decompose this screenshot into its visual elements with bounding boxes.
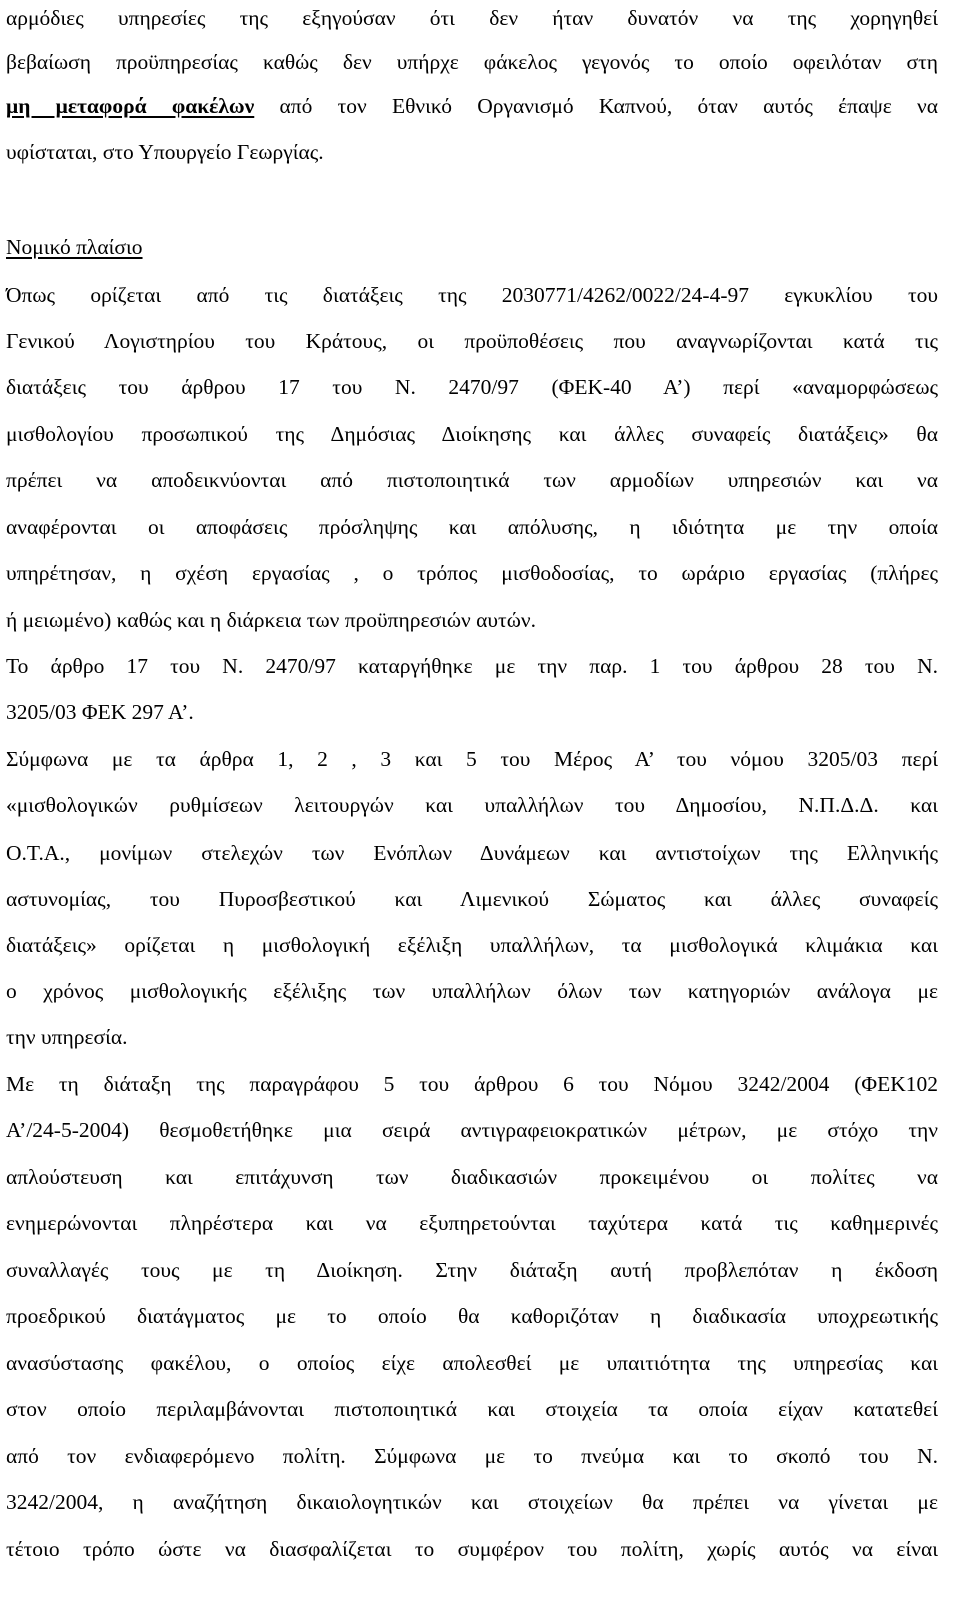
para3-line: Σύμφωνα με τα άρθρα 1, 2 , 3 και 5 του Μέρος Α’ του νόμου 3205/03 περί xyxy=(6,747,938,771)
para1-line: Όπως ορίζεται από τις διατάξεις της 2030771/4262/0022/24-4-97 εγκυκλίου του xyxy=(6,283,938,307)
para1-line: Γενικού Λογιστηρίου του Κράτους, οι προϋποθέσεις που αναγνωρίζονται κατά τις xyxy=(6,329,938,353)
para4-line: Α’/24-5-2004) θεσμοθετήθηκε μια σειρά αντιγραφειοκρατικών μέτρων, με στόχο την xyxy=(6,1118,938,1142)
para4-line: ανασύστασης φακέλου, ο οποίος είχε απολεσθεί με υπαιτιότητα της υπηρεσίας και xyxy=(6,1351,938,1375)
para1-line: αναφέρονται οι αποφάσεις πρόσληψης και απόλυσης, η ιδιότητα με την οποία xyxy=(6,515,938,539)
para3-line: την υπηρεσία. xyxy=(6,1025,128,1049)
para3-line: διατάξεις» ορίζεται η μισθολογική εξέλιξη υπαλλήλων, τα μισθολογικά κλιμάκια και xyxy=(6,933,938,957)
para4-line: στον οποίο περιλαμβάνονται πιστοποιητικά και στοιχεία τα οποία είχαν κατατεθεί xyxy=(6,1397,938,1421)
section-heading xyxy=(6,232,938,262)
para1-line: υπηρέτησαν, η σχέση εργασίας , ο τρόπος μισθοδοσίας, το ωράριο εργασίας (πλήρες xyxy=(6,561,938,585)
para1-line: πρέπει να αποδεικνύονται από πιστοποιητικά των αρμοδίων υπηρεσιών και να xyxy=(6,468,938,492)
intro-line-3 xyxy=(6,91,938,121)
para4-line: από τον ενδιαφερόμενο πολίτη. Σύμφωνα με το πνεύμα και το σκοπό του Ν. xyxy=(6,1444,938,1468)
emphasized-phrase: μη μεταφορά φακέλων xyxy=(6,94,255,118)
para1-line: ή μειωμένο) καθώς και η διάρκεια των προϋπηρεσιών αυτών. xyxy=(6,608,536,632)
section-heading-text: Νομικό πλαίσιο xyxy=(6,235,143,259)
para2-line: 3205/03 ΦΕΚ 297 Α’. xyxy=(6,700,194,724)
para3-line: αστυνομίας, του Πυροσβεστικού και Λιμενικού Σώματος και άλλες συναφείς xyxy=(6,887,938,911)
para4-line: τέτοιο τρόπο ώστε να διασφαλίζεται το συμφέρον του πολίτη, χωρίς αυτός να είναι xyxy=(6,1537,938,1561)
para1-line: μισθολογίου προσωπικού της Δημόσιας Διοίκησης και άλλες συναφείς διατάξεις» θα xyxy=(6,422,938,446)
para4-line: απλούστευση και επιτάχυνση των διαδικασιών προκειμένου οι πολίτες να xyxy=(6,1165,938,1189)
intro-line-2: βεβαίωση προϋπηρεσίας καθώς δεν υπήρχε φάκελος γεγονός το οποίο οφειλόταν στη xyxy=(6,50,938,74)
para4-line: προεδρικού διατάγματος με το οποίο θα καθοριζόταν η διαδικασία υποχρεωτικής xyxy=(6,1304,938,1328)
para4-line: συναλλαγές τους με τη Διοίκηση. Στην διάταξη αυτή προβλεπόταν η έκδοση xyxy=(6,1258,938,1282)
para3-line: ο χρόνος μισθολογικής εξέλιξης των υπαλλήλων όλων των κατηγοριών ανάλογα με xyxy=(6,979,938,1003)
intro-line-4: υφίσταται, στο Υπουργείο Γεωργίας. xyxy=(6,140,324,164)
intro-line-3-rest: από τον Εθνικό Οργανισμό Καπνού, όταν αυτός έπαψε να xyxy=(254,94,938,118)
para4-line: 3242/2004, η αναζήτηση δικαιολογητικών και στοιχείων θα πρέπει να γίνεται με xyxy=(6,1490,938,1514)
para4-line: Με τη διάταξη της παραγράφου 5 του άρθρου 6 του Νόμου 3242/2004 (ΦΕΚ102 xyxy=(6,1072,938,1096)
para3-line: Ο.Τ.Α., μονίμων στελεχών των Ενόπλων Δυνάμεων και αντιστοίχων της Ελληνικής xyxy=(6,841,938,865)
para3-line: «μισθολογικών ρυθμίσεων λειτουργών και υπαλλήλων του Δημοσίου, Ν.Π.Δ.Δ. και xyxy=(6,793,938,817)
intro-line-1: αρμόδιες υπηρεσίες της εξηγούσαν ότι δεν ήταν δυνατόν να της χορηγηθεί xyxy=(6,6,938,30)
para1-line: διατάξεις του άρθρου 17 του Ν. 2470/97 (ΦΕΚ-40 Α’) περί «αναμορφώσεως xyxy=(6,375,938,399)
para4-line: ενημερώνονται πληρέστερα και να εξυπηρετούνται ταχύτερα κατά τις καθημερινές xyxy=(6,1211,938,1235)
para2-line: Το άρθρο 17 του Ν. 2470/97 καταργήθηκε με την παρ. 1 του άρθρου 28 του Ν. xyxy=(6,654,938,678)
